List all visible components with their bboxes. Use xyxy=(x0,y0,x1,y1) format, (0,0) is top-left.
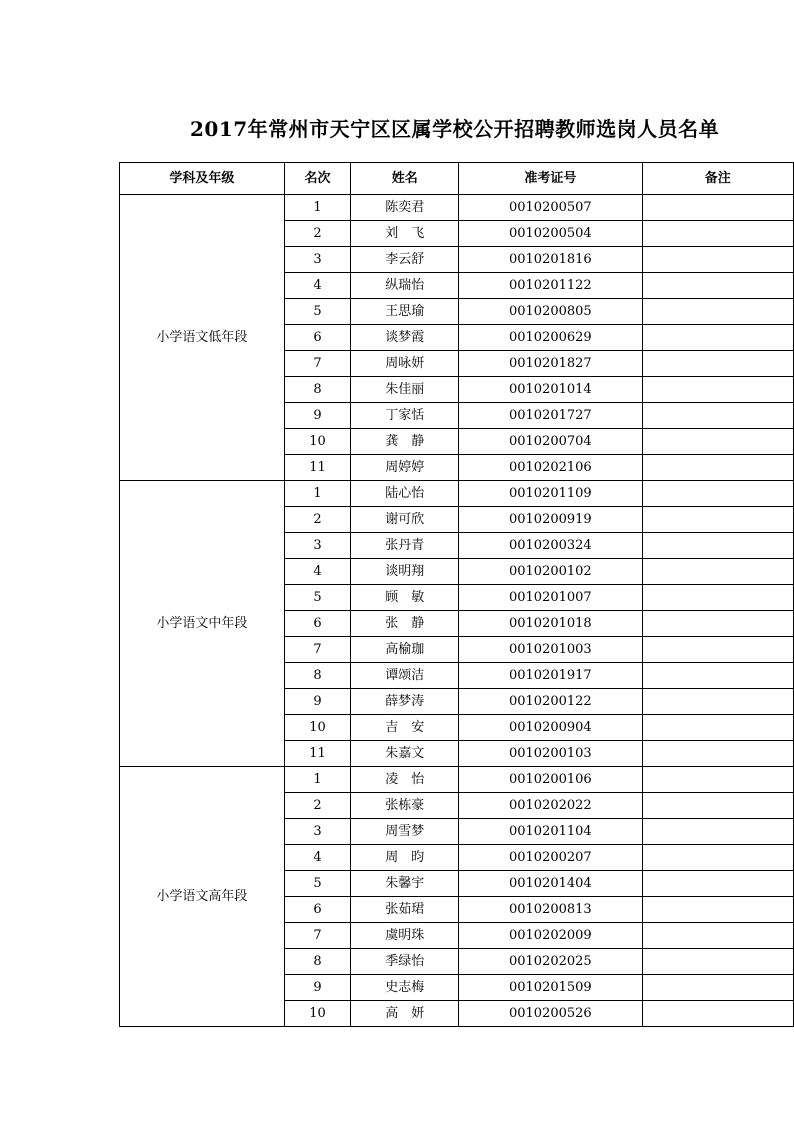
rank-cell: 11 xyxy=(284,741,351,767)
rank-cell: 6 xyxy=(284,325,351,351)
remark-cell xyxy=(642,871,793,897)
rank-cell: 6 xyxy=(284,611,351,637)
remark-cell xyxy=(642,949,793,975)
name-cell: 谈梦霞 xyxy=(351,325,459,351)
remark-cell xyxy=(642,559,793,585)
subject-cell: 小学语文高年段 xyxy=(120,767,285,1027)
remark-cell xyxy=(642,611,793,637)
name-cell: 高榆珈 xyxy=(351,637,459,663)
rank-cell: 7 xyxy=(284,637,351,663)
rank-cell: 10 xyxy=(284,1001,351,1027)
name-cell: 凌 怡 xyxy=(351,767,459,793)
rank-cell: 5 xyxy=(284,585,351,611)
name-cell: 陈奕君 xyxy=(351,195,459,221)
exam-id-cell: 0010201104 xyxy=(459,819,643,845)
exam-id-cell: 0010202022 xyxy=(459,793,643,819)
remark-cell xyxy=(642,377,793,403)
rank-cell: 9 xyxy=(284,403,351,429)
remark-cell xyxy=(642,429,793,455)
rank-cell: 10 xyxy=(284,715,351,741)
name-cell: 周婷婷 xyxy=(351,455,459,481)
table-row xyxy=(120,481,794,507)
remark-cell xyxy=(642,273,793,299)
rank-cell: 2 xyxy=(284,507,351,533)
header-subject: 学科及年级 xyxy=(120,163,285,195)
candidate-table xyxy=(119,162,794,1027)
remark-cell xyxy=(642,715,793,741)
name-cell: 朱馨宇 xyxy=(351,871,459,897)
exam-id-cell: 0010200507 xyxy=(459,195,643,221)
exam-id-cell: 0010201018 xyxy=(459,611,643,637)
name-cell: 顾 敏 xyxy=(351,585,459,611)
name-cell: 王思瑜 xyxy=(351,299,459,325)
remark-cell xyxy=(642,299,793,325)
name-cell: 周咏妍 xyxy=(351,351,459,377)
remark-cell xyxy=(642,481,793,507)
remark-cell xyxy=(642,195,793,221)
name-cell: 谢可欣 xyxy=(351,507,459,533)
rank-cell: 3 xyxy=(284,247,351,273)
name-cell: 张栋豪 xyxy=(351,793,459,819)
remark-cell xyxy=(642,663,793,689)
name-cell: 朱佳丽 xyxy=(351,377,459,403)
name-cell: 陆心怡 xyxy=(351,481,459,507)
exam-id-cell: 0010201509 xyxy=(459,975,643,1001)
exam-id-cell: 0010200504 xyxy=(459,221,643,247)
rank-cell: 4 xyxy=(284,845,351,871)
name-cell: 周雪梦 xyxy=(351,819,459,845)
remark-cell xyxy=(642,325,793,351)
rank-cell: 4 xyxy=(284,559,351,585)
remark-cell xyxy=(642,585,793,611)
name-cell: 龚 静 xyxy=(351,429,459,455)
rank-cell: 9 xyxy=(284,975,351,1001)
rank-cell: 2 xyxy=(284,221,351,247)
name-cell: 谭颂洁 xyxy=(351,663,459,689)
name-cell: 季绿怡 xyxy=(351,949,459,975)
remark-cell xyxy=(642,897,793,923)
name-cell: 史志梅 xyxy=(351,975,459,1001)
exam-id-cell: 0010200102 xyxy=(459,559,643,585)
exam-id-cell: 0010200103 xyxy=(459,741,643,767)
exam-id-cell: 0010200813 xyxy=(459,897,643,923)
exam-id-cell: 0010202025 xyxy=(459,949,643,975)
remark-cell xyxy=(642,247,793,273)
name-cell: 谈明翔 xyxy=(351,559,459,585)
rank-cell: 7 xyxy=(284,923,351,949)
rank-cell: 9 xyxy=(284,689,351,715)
rank-cell: 11 xyxy=(284,455,351,481)
remark-cell xyxy=(642,845,793,871)
name-cell: 吉 安 xyxy=(351,715,459,741)
rank-cell: 8 xyxy=(284,663,351,689)
remark-cell xyxy=(642,221,793,247)
table-row xyxy=(120,767,794,793)
exam-id-cell: 0010200106 xyxy=(459,767,643,793)
rank-cell: 3 xyxy=(284,533,351,559)
table-row xyxy=(120,195,794,221)
header-exam-id: 准考证号 xyxy=(459,163,643,195)
exam-id-cell: 0010201816 xyxy=(459,247,643,273)
rank-cell: 5 xyxy=(284,299,351,325)
exam-id-cell: 0010202009 xyxy=(459,923,643,949)
name-cell: 虞明珠 xyxy=(351,923,459,949)
rank-cell: 10 xyxy=(284,429,351,455)
exam-id-cell: 0010201827 xyxy=(459,351,643,377)
subject-cell: 小学语文低年段 xyxy=(120,195,285,481)
exam-id-cell: 0010200629 xyxy=(459,325,643,351)
name-cell: 丁家恬 xyxy=(351,403,459,429)
rank-cell: 1 xyxy=(284,195,351,221)
exam-id-cell: 0010200324 xyxy=(459,533,643,559)
rank-cell: 8 xyxy=(284,377,351,403)
rank-cell: 8 xyxy=(284,949,351,975)
remark-cell xyxy=(642,403,793,429)
rank-cell: 1 xyxy=(284,767,351,793)
header-name: 姓名 xyxy=(351,163,459,195)
remark-cell xyxy=(642,507,793,533)
exam-id-cell: 0010201014 xyxy=(459,377,643,403)
header-rank: 名次 xyxy=(284,163,351,195)
rank-cell: 7 xyxy=(284,351,351,377)
remark-cell xyxy=(642,689,793,715)
remark-cell xyxy=(642,975,793,1001)
table-body xyxy=(120,195,794,1027)
exam-id-cell: 0010202106 xyxy=(459,455,643,481)
table-header-row xyxy=(120,163,794,195)
exam-id-cell: 0010201917 xyxy=(459,663,643,689)
exam-id-cell: 0010200805 xyxy=(459,299,643,325)
exam-id-cell: 0010200526 xyxy=(459,1001,643,1027)
name-cell: 张茹珺 xyxy=(351,897,459,923)
remark-cell xyxy=(642,637,793,663)
exam-id-cell: 0010201109 xyxy=(459,481,643,507)
exam-id-cell: 0010200122 xyxy=(459,689,643,715)
remark-cell xyxy=(642,767,793,793)
remark-cell xyxy=(642,741,793,767)
exam-id-cell: 0010200919 xyxy=(459,507,643,533)
name-cell: 薛梦涛 xyxy=(351,689,459,715)
rank-cell: 6 xyxy=(284,897,351,923)
exam-id-cell: 0010201003 xyxy=(459,637,643,663)
name-cell: 李云舒 xyxy=(351,247,459,273)
rank-cell: 4 xyxy=(284,273,351,299)
rank-cell: 3 xyxy=(284,819,351,845)
exam-id-cell: 0010200704 xyxy=(459,429,643,455)
name-cell: 朱嘉文 xyxy=(351,741,459,767)
exam-id-cell: 0010201404 xyxy=(459,871,643,897)
exam-id-cell: 0010201122 xyxy=(459,273,643,299)
rank-cell: 2 xyxy=(284,793,351,819)
remark-cell xyxy=(642,351,793,377)
subject-cell: 小学语文中年段 xyxy=(120,481,285,767)
remark-cell xyxy=(642,1001,793,1027)
name-cell: 张 静 xyxy=(351,611,459,637)
name-cell: 刘 飞 xyxy=(351,221,459,247)
rank-cell: 5 xyxy=(284,871,351,897)
remark-cell xyxy=(642,455,793,481)
remark-cell xyxy=(642,533,793,559)
exam-id-cell: 0010201727 xyxy=(459,403,643,429)
rank-cell: 1 xyxy=(284,481,351,507)
remark-cell xyxy=(642,793,793,819)
remark-cell xyxy=(642,819,793,845)
name-cell: 周 昀 xyxy=(351,845,459,871)
name-cell: 高 妍 xyxy=(351,1001,459,1027)
exam-id-cell: 0010201007 xyxy=(459,585,643,611)
exam-id-cell: 0010200207 xyxy=(459,845,643,871)
exam-id-cell: 0010200904 xyxy=(459,715,643,741)
remark-cell xyxy=(642,923,793,949)
name-cell: 纵瑞怡 xyxy=(351,273,459,299)
page-title: 2017年常州市天宁区区属学校公开招聘教师选岗人员名单 xyxy=(190,117,720,141)
name-cell: 张丹青 xyxy=(351,533,459,559)
header-remark: 备注 xyxy=(642,163,793,195)
